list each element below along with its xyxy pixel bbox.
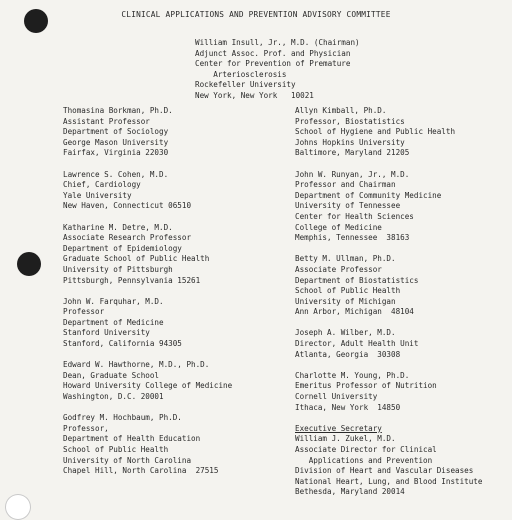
address-line: Ithaca, New York 14850 (295, 402, 401, 412)
address-line: School of Hygiene and Public Health (295, 127, 456, 137)
address-line: Katharine M. Detre, M.D. (63, 222, 173, 232)
address-line: Department of Biostatistics (295, 275, 419, 285)
address-line: Center for Health Sciences (295, 211, 414, 221)
address-line: Arteriosclerosis (195, 69, 287, 79)
address-line: Department of Community Medicine (295, 190, 442, 200)
address-line: Associate Research Professor (63, 233, 192, 243)
address-line: Director, Adult Health Unit (295, 339, 419, 349)
address-line: Lawrence S. Cohen, M.D. (63, 169, 169, 179)
punch-hole-middle (17, 252, 41, 276)
address-line: Ann Arbor, Michigan 48104 (295, 307, 414, 317)
address-line: Professor (63, 307, 105, 317)
member-entry (63, 223, 283, 287)
address-line: Johns Hopkins University (295, 137, 405, 147)
member-entry (295, 371, 512, 413)
address-line: Godfrey M. Hochbaum, Ph.D. (63, 413, 182, 423)
chairman-block (195, 38, 435, 102)
address-line: Memphis, Tennessee 38163 (295, 233, 410, 243)
address-line: Department of Epidemiology (63, 243, 182, 253)
address-line: New York, New York 10021 (195, 90, 314, 100)
address-line: Charlotte M. Young, Ph.D. (295, 370, 410, 380)
address-line: Cornell University (295, 392, 378, 402)
address-line: University of Tennessee (295, 201, 401, 211)
address-line: Atlanta, Georgia 30308 (295, 349, 401, 359)
address-line: Baltimore, Maryland 21205 (295, 148, 410, 158)
address-line: Edward W. Hawthorne, M.D., Ph.D. (63, 360, 210, 370)
address-line: Howard University College of Medicine (63, 381, 233, 391)
address-line: Allyn Kimball, Ph.D. (295, 106, 387, 115)
left-member-column (63, 106, 283, 487)
address-line: Emeritus Professor of Nutrition (295, 381, 437, 391)
address-line: Dean, Graduate School (63, 370, 160, 380)
document-title: CLINICAL APPLICATIONS AND PREVENTION ADVISORY COMMITTEE (121, 10, 391, 19)
address-line: William Insull, Jr., M.D. (Chairman) (195, 38, 360, 47)
address-line: University of North Carolina (63, 455, 192, 465)
address-line: Pittsburgh, Pennsylvania 15261 (63, 275, 201, 285)
address-line: Division of Heart and Vascular Diseases (295, 466, 474, 476)
address-line: Chapel Hill, North Carolina 27515 (63, 466, 219, 476)
member-entry (295, 328, 512, 360)
address-line: George Mason University (63, 137, 169, 147)
member-entry (63, 413, 283, 477)
member-entry (63, 297, 283, 350)
address-line: Thomasina Borkman, Ph.D. (63, 106, 173, 115)
address-line: Applications and Prevention (295, 455, 433, 465)
address-line: Bethesda, Maryland 20014 (295, 487, 405, 497)
address-line: College of Medicine (295, 222, 382, 232)
member-entry (63, 170, 283, 212)
address-line: Stanford University (63, 328, 150, 338)
executive-secretary-entry (295, 424, 512, 498)
address-line: National Heart, Lung, and Blood Institute (295, 476, 483, 486)
member-entry (295, 106, 512, 159)
address-line: John W. Runyan, Jr., M.D. (295, 169, 410, 179)
address-line: Assistant Professor (63, 116, 150, 126)
member-entry (295, 170, 512, 244)
address-line: School of Public Health (295, 286, 401, 296)
address-line: Stanford, California 94305 (63, 339, 182, 349)
address-line: University of Michigan (295, 296, 396, 306)
address-line: Yale University (63, 190, 132, 200)
address-line: Associate Director for Clinical (295, 445, 437, 454)
executive-secretary-heading: Executive Secretary (295, 423, 382, 433)
address-line: Graduate School of Public Health (63, 254, 210, 264)
member-entry (63, 360, 283, 402)
address-line: Fairfax, Virginia 22030 (63, 148, 169, 158)
address-line: Department of Health Education (63, 434, 201, 444)
address-line: Betty M. Ullman, Ph.D. (295, 254, 396, 264)
address-line: Chief, Cardiology (63, 180, 141, 190)
address-line: University of Pittsburgh (63, 264, 173, 274)
address-line: Washington, D.C. 20001 (63, 392, 164, 402)
address-line: Professor, (63, 423, 109, 433)
punch-hole-bottom (5, 494, 31, 520)
address-line: Department of Sociology (63, 127, 169, 137)
address-line: Rockefeller University (195, 80, 296, 90)
address-line: School of Public Health (63, 445, 169, 454)
right-member-column (295, 106, 512, 509)
address-line: Department of Medicine (63, 317, 164, 327)
member-entry (63, 106, 283, 159)
member-entry (295, 254, 512, 318)
address-line: Professor, Biostatistics (295, 116, 405, 126)
address-line: Adjunct Assoc. Prof. and Physician (195, 48, 351, 58)
address-line: Professor and Chairman (295, 180, 396, 190)
address-line: Center for Prevention of Premature (195, 59, 351, 69)
address-line: John W. Farquhar, M.D. (63, 296, 164, 306)
address-line: Joseph A. Wilber, M.D. (295, 328, 396, 338)
address-line: William J. Zukel, M.D. (295, 434, 396, 444)
address-line: Associate Professor (295, 264, 382, 274)
address-line: New Haven, Connecticut 06510 (63, 201, 192, 211)
